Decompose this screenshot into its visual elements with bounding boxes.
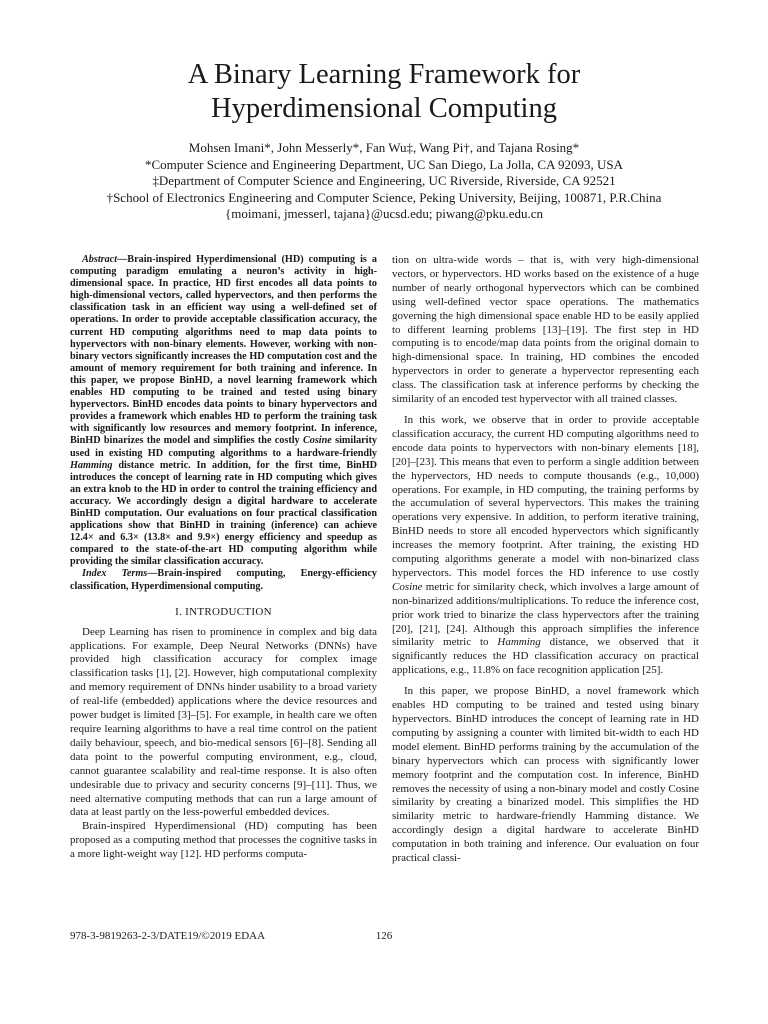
right-paragraph-2-text-b: metric for similarity check, which involves a large amount of non-binarized additions/multiplications. To reduce the inference cost, prior work tried to binarize the class hypervectors after the training [20], [21], [24]. Although this approach simplifies the inference similarity metric to (392, 580, 699, 649)
author-block (0, 140, 768, 223)
author-names: Mohsen Imani*, John Messerly*, Fan Wu‡, Wang Pi†, and Tajana Rosing* (188, 140, 580, 155)
abstract-lead: Abstract (82, 254, 118, 265)
right-paragraph-3: In this paper, we propose BinHD, a novel framework which enables HD computing to be trained and tested using binary hypervectors. BinHD introduces the concept of learning rate in HD computing by assigning a counter with limited bit-width to each HD model element. BinHD performs training by the accumulation of the binary hypervectors which can process with significantly lower memory footprint and the computation cost. In inference, BinHD removes the necessity of using a non-binary model and costly Cosine similarity by creating a binarized model. This simplifies the HD similarity metric to hardware-friendly Hamming distance. We accordingly design a digital hardware to accelerate BinHD computation in both training and inference. Our evaluation on four practical classi- (392, 685, 699, 865)
abstract-text-2: similarity used in existing HD computing algorithms to a hardware-friendly (70, 435, 377, 459)
page-number: 126 (375, 930, 393, 942)
intro-paragraph-2: Brain-inspired Hyperdimensional (HD) computing has been proposed as a computing method that processes the cognitive tasks in a more light-weight way [12]. HD performs computa- (70, 820, 377, 861)
title-line-2: Hyperdimensional Computing (211, 93, 557, 124)
right-paragraph-2-cosine: Cosine (392, 580, 423, 593)
title-line-1: A Binary Learning Framework for (187, 59, 581, 90)
index-terms-lead: Index Terms (82, 568, 148, 580)
right-paragraph-1: tion on ultra-wide words – that is, with very high-dimensional vectors, or hypervectors. HD works based on the existence of a huge number of nearly orthogonal hypervectors which can be combined using well-defined vector space operations. The mathematics governing the high dimensional space enable HD to be easily applied to different learning problems [13]–[19]. The first step in HD computing is to encode/map data points from the original domain to high-dimensional space. In training, HD combines the encoded hypervectors in order to generate a hypervector representing each class. The classification task at inference performs by checking the similarity of an encoded test hypervector with all trained classes. (392, 254, 699, 406)
affiliation-ucr: ‡Department of Computer Science and Engineering, UC Riverside, Riverside, CA 92521 (152, 173, 616, 188)
paper-title (0, 58, 768, 126)
right-paragraph-2-hamming: Hamming (497, 636, 541, 649)
right-paragraph-2 (392, 414, 699, 678)
right-paragraph-2-text-a: In this work, we observe that in order to provide acceptable classification accuracy, the current HD computing algorithms need to encode data points to hypervectors with non-binary elements [18], [20]–[23]. This means that even to perform a single addition between the hypervectors, HD needs to compute thousands (e.g., 10,000) operations. For example, in HD computing, the training performs by the accumulation of several hypervectors. This makes the training operations very expensive. In addition, to perform iterative training, BinHD needs to store all encoded hypervectors which significantly increases the memory footprint. After training, the existing HD computing algorithms generate a model with non-binarized class hypervectors. This model forces the HD inference to use costly (392, 413, 699, 579)
intro-paragraph-1: Deep Learning has risen to prominence in complex and big data applications. For example, Deep Neural Networks (DNNs) have provided high classification accuracy for complex image classification tasks [1], [2]. However, high computational complexity and memory requirement of DNNs hinder usability to a broad variety of real-life (embedded) applications where the device resources and power budget is limited [3]–[5]. For example, in health care we often require learning algorithms to have a real time control on the patient daily behaviour, speech, and bio-medical sensors [6]–[8]. Sending all data point to the powerful computing environment, e.g., cloud, cannot guarantee scalability and real-time response. It is also often undesirable due to privacy and security concerns [9]–[11]. Thus, we need alternative computing methods that can run a large amount of data at least partly on the less-powerful embedded devices. (70, 625, 377, 819)
right-column (392, 254, 699, 873)
affiliation-pku: †School of Electronics Engineering and Computer Science, Peking University, Beijing, 100871, P.R.China (106, 189, 662, 205)
section-heading-introduction: I. INTRODUCTION (175, 605, 272, 618)
abstract (70, 254, 377, 568)
abstract-text-3: distance metric. In addition, for the first time, BinHD introduces the concept of learning rate in HD computing which gives an extra knob to the HD in order to control the training efficiency and accuracy. We accordingly design a digital hardware to accelerate BinHD computation. Our evaluations on four practical classification applications show that BinHD in training (inference) can achieve 12.4× and 6.3× (13.8× and 9.9×) energy efficiency and speedup as compared to the state-of-the-art HD computing algorithm while providing the similar classification accuracy. (70, 459, 377, 568)
index-terms (70, 568, 377, 592)
right-paragraph-2-text-c: distance, we observed that it significantly reduces the HD classification accuracy on practical applications, e.g., 11.8% on face recognition application [25]. (392, 636, 699, 677)
abstract-hamming: Hamming (70, 459, 113, 471)
affiliation-ucsd: *Computer Science and Engineering Department, UC San Diego, La Jolla, CA 92093, USA (144, 156, 624, 172)
abstract-cosine: Cosine (302, 435, 332, 447)
index-terms-text: —Brain-inspired computing, Energy-efficiency classification, Hyperdimensional computing. (70, 568, 377, 592)
abstract-text-1: —Brain-inspired Hyperdimensional (HD) computing is a computing paradigm emulating a neuron’s activity in high-dimensional space. In practice, HD first encodes all data points to high-dimensional vectors, called hypervectors, and then performs the classification task in an efficient way using a well-defined set of operations. In order to provide acceptable classification accuracy, the current HD computing algorithms need to map data points to hypervectors with non-binary elements. However, working with non-binary vectors significantly increases the HD computation cost and the amount of memory requirement for both training and inference. In this paper, we propose BinHD, a novel learning framework which enables HD computing to be trained and tested using binary hypervectors. BinHD encodes data points to binary hypervectors and provides a framework which enables HD to perform the training task with significantly low resources and memory footprint. In inference, BinHD binarizes the model and simplifies the costly (70, 254, 377, 447)
footer-isbn: 978-3-9819263-2-3/DATE19/©2019 EDAA (70, 930, 266, 942)
author-emails: {moimani, jmesserl, tajana}@ucsd.edu; piwang@pku.edu.cn (224, 206, 544, 221)
left-column (70, 254, 377, 862)
